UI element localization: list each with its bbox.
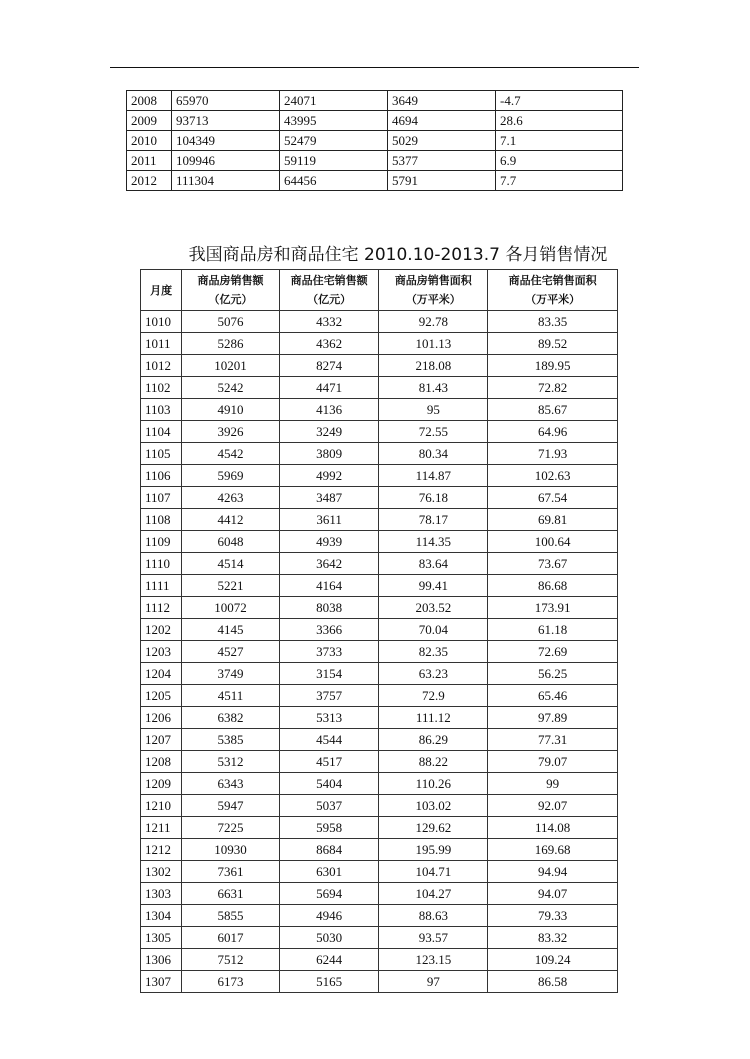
table-cell: 83.35 <box>488 311 618 333</box>
table-cell: 1205 <box>141 685 182 707</box>
table-cell: 64456 <box>280 171 388 191</box>
table-cell: 5385 <box>182 729 280 751</box>
table-cell: 6173 <box>182 971 280 993</box>
table-cell: 1012 <box>141 355 182 377</box>
table-cell: 1302 <box>141 861 182 883</box>
table-cell: 6301 <box>279 861 379 883</box>
table-cell: 173.91 <box>488 597 618 619</box>
table-row <box>141 751 618 773</box>
table-cell: 7.1 <box>496 131 623 151</box>
table-cell: 5076 <box>182 311 280 333</box>
table-row <box>141 531 618 553</box>
table-row <box>141 641 618 663</box>
table-cell: 104349 <box>172 131 280 151</box>
header-row <box>141 270 618 311</box>
header-month: 月度 <box>141 270 182 311</box>
table-cell: 86.29 <box>379 729 488 751</box>
table-cell: 72.82 <box>488 377 618 399</box>
table-cell: 4412 <box>182 509 280 531</box>
table-cell: 1203 <box>141 641 182 663</box>
table-cell: 104.71 <box>379 861 488 883</box>
header-commercial-sales: 商品房销售额 （亿元） <box>182 270 280 311</box>
table-cell: 5286 <box>182 333 280 355</box>
table-cell: 97 <box>379 971 488 993</box>
table-cell: 129.62 <box>379 817 488 839</box>
table-cell: 1206 <box>141 707 182 729</box>
table-cell: 4946 <box>279 905 379 927</box>
table-cell: 111304 <box>172 171 280 191</box>
table-cell: 7225 <box>182 817 280 839</box>
table-cell: 79.07 <box>488 751 618 773</box>
table-cell: 10072 <box>182 597 280 619</box>
table-row <box>141 553 618 575</box>
table-row <box>141 685 618 707</box>
table-cell: 92.78 <box>379 311 488 333</box>
table-cell: 1306 <box>141 949 182 971</box>
table-row <box>141 817 618 839</box>
table-cell: 5855 <box>182 905 280 927</box>
table-cell: 1210 <box>141 795 182 817</box>
table-cell: 70.04 <box>379 619 488 641</box>
table-cell: 4939 <box>279 531 379 553</box>
table-cell: 67.54 <box>488 487 618 509</box>
table-row <box>141 355 618 377</box>
table-cell: 100.64 <box>488 531 618 553</box>
table-cell: 4511 <box>182 685 280 707</box>
table-row <box>141 333 618 355</box>
table-cell: 1102 <box>141 377 182 399</box>
table-cell: 4145 <box>182 619 280 641</box>
table-cell: 76.18 <box>379 487 488 509</box>
table-cell: 1104 <box>141 421 182 443</box>
table-cell: 4517 <box>279 751 379 773</box>
table-cell: 82.35 <box>379 641 488 663</box>
table-cell: 101.13 <box>379 333 488 355</box>
table-cell: 56.25 <box>488 663 618 685</box>
table-cell: 1202 <box>141 619 182 641</box>
table-cell: 10930 <box>182 839 280 861</box>
header-commercial-area: 商品房销售面积 （万平米） <box>379 270 488 311</box>
table-cell: 5312 <box>182 751 280 773</box>
table-cell: 59119 <box>280 151 388 171</box>
table-row <box>141 861 618 883</box>
table-cell: 52479 <box>280 131 388 151</box>
table-cell: 3642 <box>279 553 379 575</box>
table-row <box>141 839 618 861</box>
table-cell: 109.24 <box>488 949 618 971</box>
table-cell: 114.08 <box>488 817 618 839</box>
table-cell: 3749 <box>182 663 280 685</box>
table-cell: 88.22 <box>379 751 488 773</box>
table-cell: 4471 <box>279 377 379 399</box>
table-cell: 72.9 <box>379 685 488 707</box>
table-cell: 94.07 <box>488 883 618 905</box>
table-cell: 123.15 <box>379 949 488 971</box>
table-cell: 5037 <box>279 795 379 817</box>
table-cell: 3649 <box>388 91 496 111</box>
table-cell: 6343 <box>182 773 280 795</box>
table-cell: 93713 <box>172 111 280 131</box>
annual-table-body <box>127 91 623 191</box>
table-cell: 1110 <box>141 553 182 575</box>
table-cell: 79.33 <box>488 905 618 927</box>
table-cell: 103.02 <box>379 795 488 817</box>
table-cell: 5404 <box>279 773 379 795</box>
table-cell: 6.9 <box>496 151 623 171</box>
table-cell: 86.68 <box>488 575 618 597</box>
table-cell: 1010 <box>141 311 182 333</box>
table-cell: 94.94 <box>488 861 618 883</box>
table-cell: 104.27 <box>379 883 488 905</box>
table-cell: 7512 <box>182 949 280 971</box>
header-residential-area: 商品住宅销售面积 （万平米） <box>488 270 618 311</box>
table-cell: 5221 <box>182 575 280 597</box>
table-cell: 5030 <box>279 927 379 949</box>
table-cell: 110.26 <box>379 773 488 795</box>
table-cell: -4.7 <box>496 91 623 111</box>
table-cell: 4164 <box>279 575 379 597</box>
table-cell: 3926 <box>182 421 280 443</box>
table-cell: 72.69 <box>488 641 618 663</box>
table-cell: 8684 <box>279 839 379 861</box>
table-cell: 97.89 <box>488 707 618 729</box>
table-cell: 43995 <box>280 111 388 131</box>
table-cell: 2012 <box>127 171 172 191</box>
table-cell: 89.52 <box>488 333 618 355</box>
table-cell: 3733 <box>279 641 379 663</box>
table-cell: 86.58 <box>488 971 618 993</box>
table-cell: 4694 <box>388 111 496 131</box>
table-cell: 99 <box>488 773 618 795</box>
table-cell: 5694 <box>279 883 379 905</box>
monthly-table-body <box>141 311 618 993</box>
table-cell: 1303 <box>141 883 182 905</box>
table-cell: 1106 <box>141 465 182 487</box>
table-cell: 1204 <box>141 663 182 685</box>
table-cell: 61.18 <box>488 619 618 641</box>
table-cell: 1109 <box>141 531 182 553</box>
table-cell: 6631 <box>182 883 280 905</box>
table-cell: 4263 <box>182 487 280 509</box>
table-cell: 218.08 <box>379 355 488 377</box>
table-cell: 8038 <box>279 597 379 619</box>
table-cell: 85.67 <box>488 399 618 421</box>
table-cell: 4136 <box>279 399 379 421</box>
table-cell: 83.32 <box>488 927 618 949</box>
table-row <box>141 509 618 531</box>
table-row <box>141 399 618 421</box>
table-cell: 5947 <box>182 795 280 817</box>
table-cell: 109946 <box>172 151 280 171</box>
table-cell: 5791 <box>388 171 496 191</box>
table-cell: 1211 <box>141 817 182 839</box>
table-cell: 83.64 <box>379 553 488 575</box>
monthly-sales-table <box>140 269 618 993</box>
table-cell: 1112 <box>141 597 182 619</box>
table-cell: 189.95 <box>488 355 618 377</box>
table-cell: 73.67 <box>488 553 618 575</box>
table-cell: 69.81 <box>488 509 618 531</box>
table-cell: 4542 <box>182 443 280 465</box>
table-cell: 95 <box>379 399 488 421</box>
table-cell: 114.35 <box>379 531 488 553</box>
monthly-table-title: 我国商品房和商品住宅 2010.10-2013.7 各月销售情况 <box>188 245 608 265</box>
table-cell: 114.87 <box>379 465 488 487</box>
table-cell: 65970 <box>172 91 280 111</box>
table-cell: 5242 <box>182 377 280 399</box>
table-cell: 1105 <box>141 443 182 465</box>
table-cell: 6244 <box>279 949 379 971</box>
table-cell: 64.96 <box>488 421 618 443</box>
table-cell: 80.34 <box>379 443 488 465</box>
table-cell: 10201 <box>182 355 280 377</box>
table-cell: 1209 <box>141 773 182 795</box>
table-cell: 1212 <box>141 839 182 861</box>
table-cell: 77.31 <box>488 729 618 751</box>
table-cell: 111.12 <box>379 707 488 729</box>
table-cell: 102.63 <box>488 465 618 487</box>
table-row <box>141 773 618 795</box>
table-cell: 92.07 <box>488 795 618 817</box>
table-cell: 1207 <box>141 729 182 751</box>
table-row <box>141 927 618 949</box>
table-cell: 3366 <box>279 619 379 641</box>
table-cell: 78.17 <box>379 509 488 531</box>
table-cell: 99.41 <box>379 575 488 597</box>
table-cell: 2011 <box>127 151 172 171</box>
table-cell: 3487 <box>279 487 379 509</box>
table-row <box>141 883 618 905</box>
table-cell: 6017 <box>182 927 280 949</box>
table-cell: 5969 <box>182 465 280 487</box>
table-cell: 169.68 <box>488 839 618 861</box>
table-cell: 6382 <box>182 707 280 729</box>
table-row <box>141 575 618 597</box>
table-row <box>127 151 623 171</box>
table-cell: 203.52 <box>379 597 488 619</box>
table-row <box>127 131 623 151</box>
table-cell: 71.93 <box>488 443 618 465</box>
table-row <box>141 377 618 399</box>
table-row <box>141 619 618 641</box>
table-cell: 4514 <box>182 553 280 575</box>
table-row <box>141 795 618 817</box>
table-cell: 93.57 <box>379 927 488 949</box>
table-row <box>141 905 618 927</box>
table-cell: 3757 <box>279 685 379 707</box>
annual-sales-table <box>126 90 623 191</box>
table-cell: 1304 <box>141 905 182 927</box>
table-cell: 7361 <box>182 861 280 883</box>
table-cell: 24071 <box>280 91 388 111</box>
table-cell: 4362 <box>279 333 379 355</box>
table-cell: 5029 <box>388 131 496 151</box>
table-cell: 6048 <box>182 531 280 553</box>
table-cell: 2009 <box>127 111 172 131</box>
table-cell: 1103 <box>141 399 182 421</box>
header-rule <box>110 67 639 68</box>
table-cell: 1011 <box>141 333 182 355</box>
header-residential-sales: 商品住宅销售额 （亿元） <box>279 270 379 311</box>
table-cell: 28.6 <box>496 111 623 131</box>
table-row <box>141 971 618 993</box>
table-cell: 1305 <box>141 927 182 949</box>
table-cell: 4527 <box>182 641 280 663</box>
table-cell: 65.46 <box>488 685 618 707</box>
table-cell: 2010 <box>127 131 172 151</box>
table-row <box>141 949 618 971</box>
table-cell: 5313 <box>279 707 379 729</box>
table-row <box>127 111 623 131</box>
table-cell: 1108 <box>141 509 182 531</box>
table-cell: 63.23 <box>379 663 488 685</box>
table-cell: 1208 <box>141 751 182 773</box>
table-row <box>141 421 618 443</box>
table-row <box>127 171 623 191</box>
table-cell: 7.7 <box>496 171 623 191</box>
table-cell: 1111 <box>141 575 182 597</box>
table-row <box>141 707 618 729</box>
table-cell: 4910 <box>182 399 280 421</box>
table-cell: 4992 <box>279 465 379 487</box>
table-cell: 5958 <box>279 817 379 839</box>
table-cell: 5165 <box>279 971 379 993</box>
table-cell: 5377 <box>388 151 496 171</box>
table-row <box>141 487 618 509</box>
table-cell: 3611 <box>279 509 379 531</box>
table-cell: 2008 <box>127 91 172 111</box>
table-cell: 195.99 <box>379 839 488 861</box>
table-cell: 3809 <box>279 443 379 465</box>
table-cell: 4332 <box>279 311 379 333</box>
table-row <box>141 311 618 333</box>
table-cell: 8274 <box>279 355 379 377</box>
table-cell: 1107 <box>141 487 182 509</box>
table-row <box>141 443 618 465</box>
table-cell: 72.55 <box>379 421 488 443</box>
table-cell: 3154 <box>279 663 379 685</box>
table-cell: 81.43 <box>379 377 488 399</box>
table-cell: 4544 <box>279 729 379 751</box>
table-row <box>141 729 618 751</box>
table-row <box>141 597 618 619</box>
table-row <box>141 465 618 487</box>
table-row <box>141 663 618 685</box>
table-cell: 1307 <box>141 971 182 993</box>
table-cell: 88.63 <box>379 905 488 927</box>
table-row <box>127 91 623 111</box>
table-cell: 3249 <box>279 421 379 443</box>
